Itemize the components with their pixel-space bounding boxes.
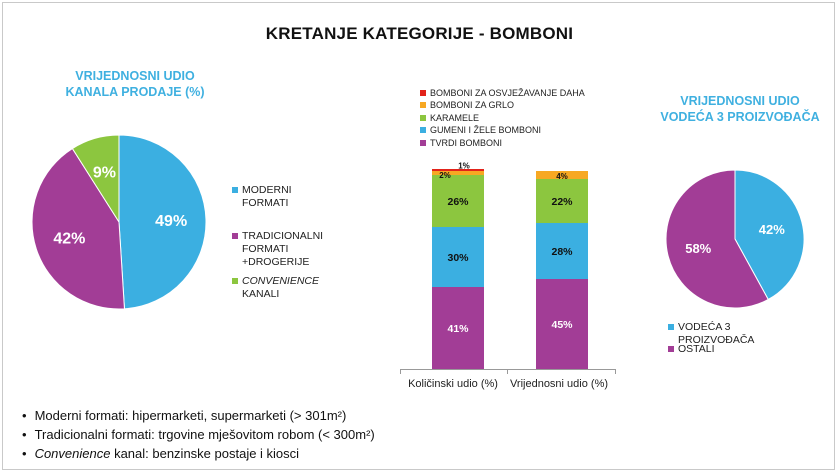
footnote-1	[22, 406, 375, 425]
bar-legend-item-grlo	[420, 99, 585, 111]
legend-line: FORMATI	[242, 243, 289, 255]
bar-legend-item-gumeni	[420, 124, 585, 136]
bar-legend-item-karamele	[420, 112, 585, 124]
legend-label: OSTALI	[678, 343, 715, 355]
bar-category-label-1: Količinski udio (%)	[408, 378, 498, 390]
legend-swatch	[420, 90, 426, 96]
bar-2-label-3: 22%	[551, 196, 573, 208]
legend-line: KANALI	[242, 288, 280, 300]
pie2-title-line-1: VRIJEDNOSNI UDIO	[680, 94, 800, 108]
bar-category-label-2: Vrijednosni udio (%)	[509, 378, 609, 390]
legend-label: GUMENI I ŽELE BOMBONI	[430, 125, 542, 136]
legend-label: VODEĆA 3 PROIZVOĐAČA	[678, 321, 755, 346]
pie1-slice-label-2: 42%	[53, 230, 86, 248]
legend-label: TVRDI BOMBONI	[430, 137, 503, 148]
legend-swatch	[668, 346, 674, 352]
bar-legend-item-tvrdi	[420, 137, 585, 149]
legend-swatch	[668, 324, 674, 330]
bar-2-label-2: 28%	[551, 246, 573, 258]
legend-line: +DROGERIJE	[242, 256, 310, 268]
pie1-title-line-1: VRIJEDNOSNI UDIO	[75, 69, 195, 83]
legend-swatch	[232, 187, 238, 193]
pie1-legend-item-tradicionalni	[232, 230, 323, 269]
legend-swatch	[420, 115, 426, 121]
legend-label	[242, 230, 323, 269]
footnote-2	[22, 425, 375, 444]
pie2-slice-label-1: 42%	[758, 222, 785, 238]
pie1-slice-label-1: 49%	[155, 212, 188, 230]
bar-1-label-1: 41%	[447, 323, 469, 335]
legend-label: BOMBONI ZA OSVJEŽAVANJE DAHA	[430, 88, 585, 98]
bar-legend	[420, 87, 585, 149]
footnote-text: kanal: benzinske postaje i kiosci	[110, 446, 300, 461]
bar-1-label-5: 1%	[458, 161, 470, 171]
pie2-slice-label-2: 58%	[685, 240, 712, 256]
pie2-title-line-2: VODEĆA 3 PROIZVOĐAČA	[660, 110, 820, 124]
bar-2-label-1: 45%	[551, 319, 573, 331]
legend-swatch	[420, 102, 426, 108]
bar-1-label-3: 26%	[447, 196, 469, 208]
page-title: KRETANJE KATEGORIJE - BOMBONI	[265, 24, 574, 43]
footnote-text: Moderni formati: hipermarketi, supermarketi (> 301m²)	[34, 408, 347, 423]
footnote-lead: Convenience	[34, 446, 111, 461]
footnotes	[22, 406, 375, 463]
bar-legend-item-dah	[420, 87, 585, 99]
legend-swatch	[420, 127, 426, 133]
legend-swatch	[232, 278, 238, 284]
legend-label: MODERNI FORMATI	[242, 184, 292, 209]
legend-label: KARAMELE	[430, 112, 480, 123]
legend-swatch	[420, 140, 426, 146]
legend-label	[242, 275, 319, 301]
legend-swatch	[232, 233, 238, 239]
footnote-text: Tradicionalni formati: trgovine mješovitom robom (< 300m²)	[34, 427, 375, 442]
pie1-slice-label-3: 9%	[92, 164, 116, 182]
footnote-3	[22, 444, 375, 463]
pie1-title-line-2: KANALA PRODAJE (%)	[65, 85, 205, 99]
bar-2-label-4: 4%	[556, 172, 568, 181]
pie1-legend-item-convenience	[232, 275, 319, 301]
legend-line: CONVENIENCE	[242, 275, 320, 287]
bar-1-label-2: 30%	[447, 252, 469, 264]
bar-1-label-4: 2%	[439, 171, 451, 180]
legend-line: TRADICIONALNI	[242, 230, 324, 242]
legend-label: BOMBONI ZA GRLO	[430, 100, 515, 111]
pie1-legend-item-moderni	[232, 184, 292, 210]
pie2-legend-item-ostali	[668, 343, 715, 356]
pie2-title	[650, 93, 830, 125]
